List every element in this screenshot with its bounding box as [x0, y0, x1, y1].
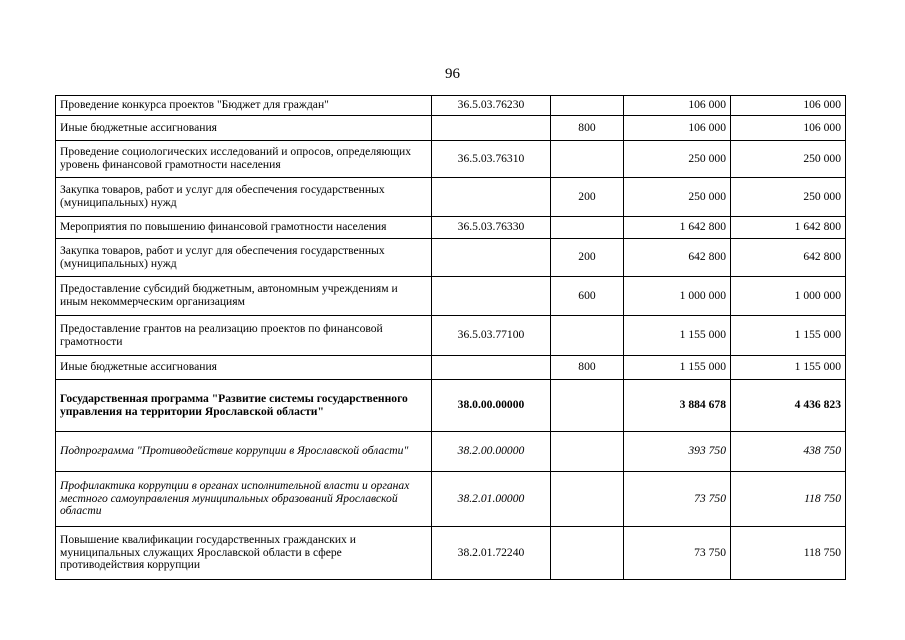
table-row [56, 527, 846, 580]
table-row [56, 217, 846, 239]
table-row [56, 277, 846, 316]
row-name-cell: Предоставление грантов на реализацию проектов по финансовой грамотности [56, 316, 432, 356]
table-row [56, 356, 846, 380]
table-row [56, 432, 846, 472]
row-value-1-cell: 1 000 000 [624, 277, 731, 316]
row-value-1-cell: 250 000 [624, 178, 731, 217]
row-name-cell: Закупка товаров, работ и услуг для обеспечения государственных (муниципальных) нужд [56, 178, 432, 217]
row-value-1-cell: 393 750 [624, 432, 731, 472]
row-value-2-cell: 1 000 000 [731, 277, 846, 316]
table-row [56, 472, 846, 527]
row-name-cell: Подпрограмма "Противодействие коррупции в Ярославской области" [56, 432, 432, 472]
table-row [56, 178, 846, 217]
row-type-cell [551, 96, 624, 116]
budget-table [55, 95, 846, 580]
row-name-cell: Иные бюджетные ассигнования [56, 116, 432, 141]
row-type-cell: 200 [551, 178, 624, 217]
row-value-1-cell: 106 000 [624, 96, 731, 116]
row-value-2-cell: 642 800 [731, 239, 846, 277]
row-code-cell: 36.5.03.77100 [432, 316, 551, 356]
row-type-cell [551, 527, 624, 580]
row-value-2-cell: 438 750 [731, 432, 846, 472]
row-code-cell [432, 277, 551, 316]
row-value-2-cell: 106 000 [731, 96, 846, 116]
row-value-1-cell: 1 642 800 [624, 217, 731, 239]
row-value-2-cell: 106 000 [731, 116, 846, 141]
table-row [56, 116, 846, 141]
row-value-1-cell: 642 800 [624, 239, 731, 277]
row-value-2-cell: 1 155 000 [731, 356, 846, 380]
row-type-cell [551, 217, 624, 239]
table-row [56, 239, 846, 277]
row-name-cell: Иные бюджетные ассигнования [56, 356, 432, 380]
row-value-2-cell: 250 000 [731, 141, 846, 178]
row-value-2-cell: 1 642 800 [731, 217, 846, 239]
page-number: 96 [445, 66, 460, 82]
row-value-1-cell: 1 155 000 [624, 356, 731, 380]
row-type-cell [551, 316, 624, 356]
row-name-cell: Мероприятия по повышению финансовой грамотности населения [56, 217, 432, 239]
row-type-cell: 800 [551, 116, 624, 141]
row-type-cell [551, 432, 624, 472]
row-value-2-cell: 1 155 000 [731, 316, 846, 356]
row-name-cell: Повышение квалификации государственных гражданских и муниципальных служащих Ярославской области в сфере противодействия коррупции [56, 527, 432, 580]
row-code-cell [432, 356, 551, 380]
row-type-cell: 600 [551, 277, 624, 316]
row-type-cell [551, 472, 624, 527]
row-code-cell: 38.0.00.00000 [432, 380, 551, 432]
row-code-cell [432, 239, 551, 277]
row-type-cell: 200 [551, 239, 624, 277]
table-row [56, 96, 846, 116]
row-name-cell: Проведение социологических исследований и опросов, определяющих уровень финансовой грамотности населения [56, 141, 432, 178]
row-code-cell: 36.5.03.76310 [432, 141, 551, 178]
row-name-cell: Закупка товаров, работ и услуг для обеспечения государственных (муниципальных) нужд [56, 239, 432, 277]
row-name-cell: Проведение конкурса проектов "Бюджет для граждан" [56, 96, 432, 116]
row-value-1-cell: 250 000 [624, 141, 731, 178]
row-type-cell [551, 141, 624, 178]
row-code-cell [432, 116, 551, 141]
row-name-cell: Предоставление субсидий бюджетным, автономным учреждениям и иным некоммерческим организациям [56, 277, 432, 316]
table-row [56, 141, 846, 178]
row-value-2-cell: 4 436 823 [731, 380, 846, 432]
table-row [56, 380, 846, 432]
row-value-2-cell: 118 750 [731, 527, 846, 580]
row-value-1-cell: 106 000 [624, 116, 731, 141]
row-value-1-cell: 1 155 000 [624, 316, 731, 356]
row-code-cell: 36.5.03.76330 [432, 217, 551, 239]
row-code-cell: 38.2.01.00000 [432, 472, 551, 527]
row-code-cell [432, 178, 551, 217]
row-name-cell: Профилактика коррупции в органах исполнительной власти и органах местного самоуправления муниципальных образований Ярославской области [56, 472, 432, 527]
row-type-cell: 800 [551, 356, 624, 380]
row-value-2-cell: 118 750 [731, 472, 846, 527]
row-code-cell: 38.2.01.72240 [432, 527, 551, 580]
row-value-1-cell: 73 750 [624, 527, 731, 580]
row-code-cell: 38.2.00.00000 [432, 432, 551, 472]
row-code-cell: 36.5.03.76230 [432, 96, 551, 116]
row-value-2-cell: 250 000 [731, 178, 846, 217]
row-value-1-cell: 3 884 678 [624, 380, 731, 432]
table-row [56, 316, 846, 356]
row-type-cell [551, 380, 624, 432]
row-value-1-cell: 73 750 [624, 472, 731, 527]
row-name-cell: Государственная программа "Развитие системы государственного управления на территории Ярославской области" [56, 380, 432, 432]
